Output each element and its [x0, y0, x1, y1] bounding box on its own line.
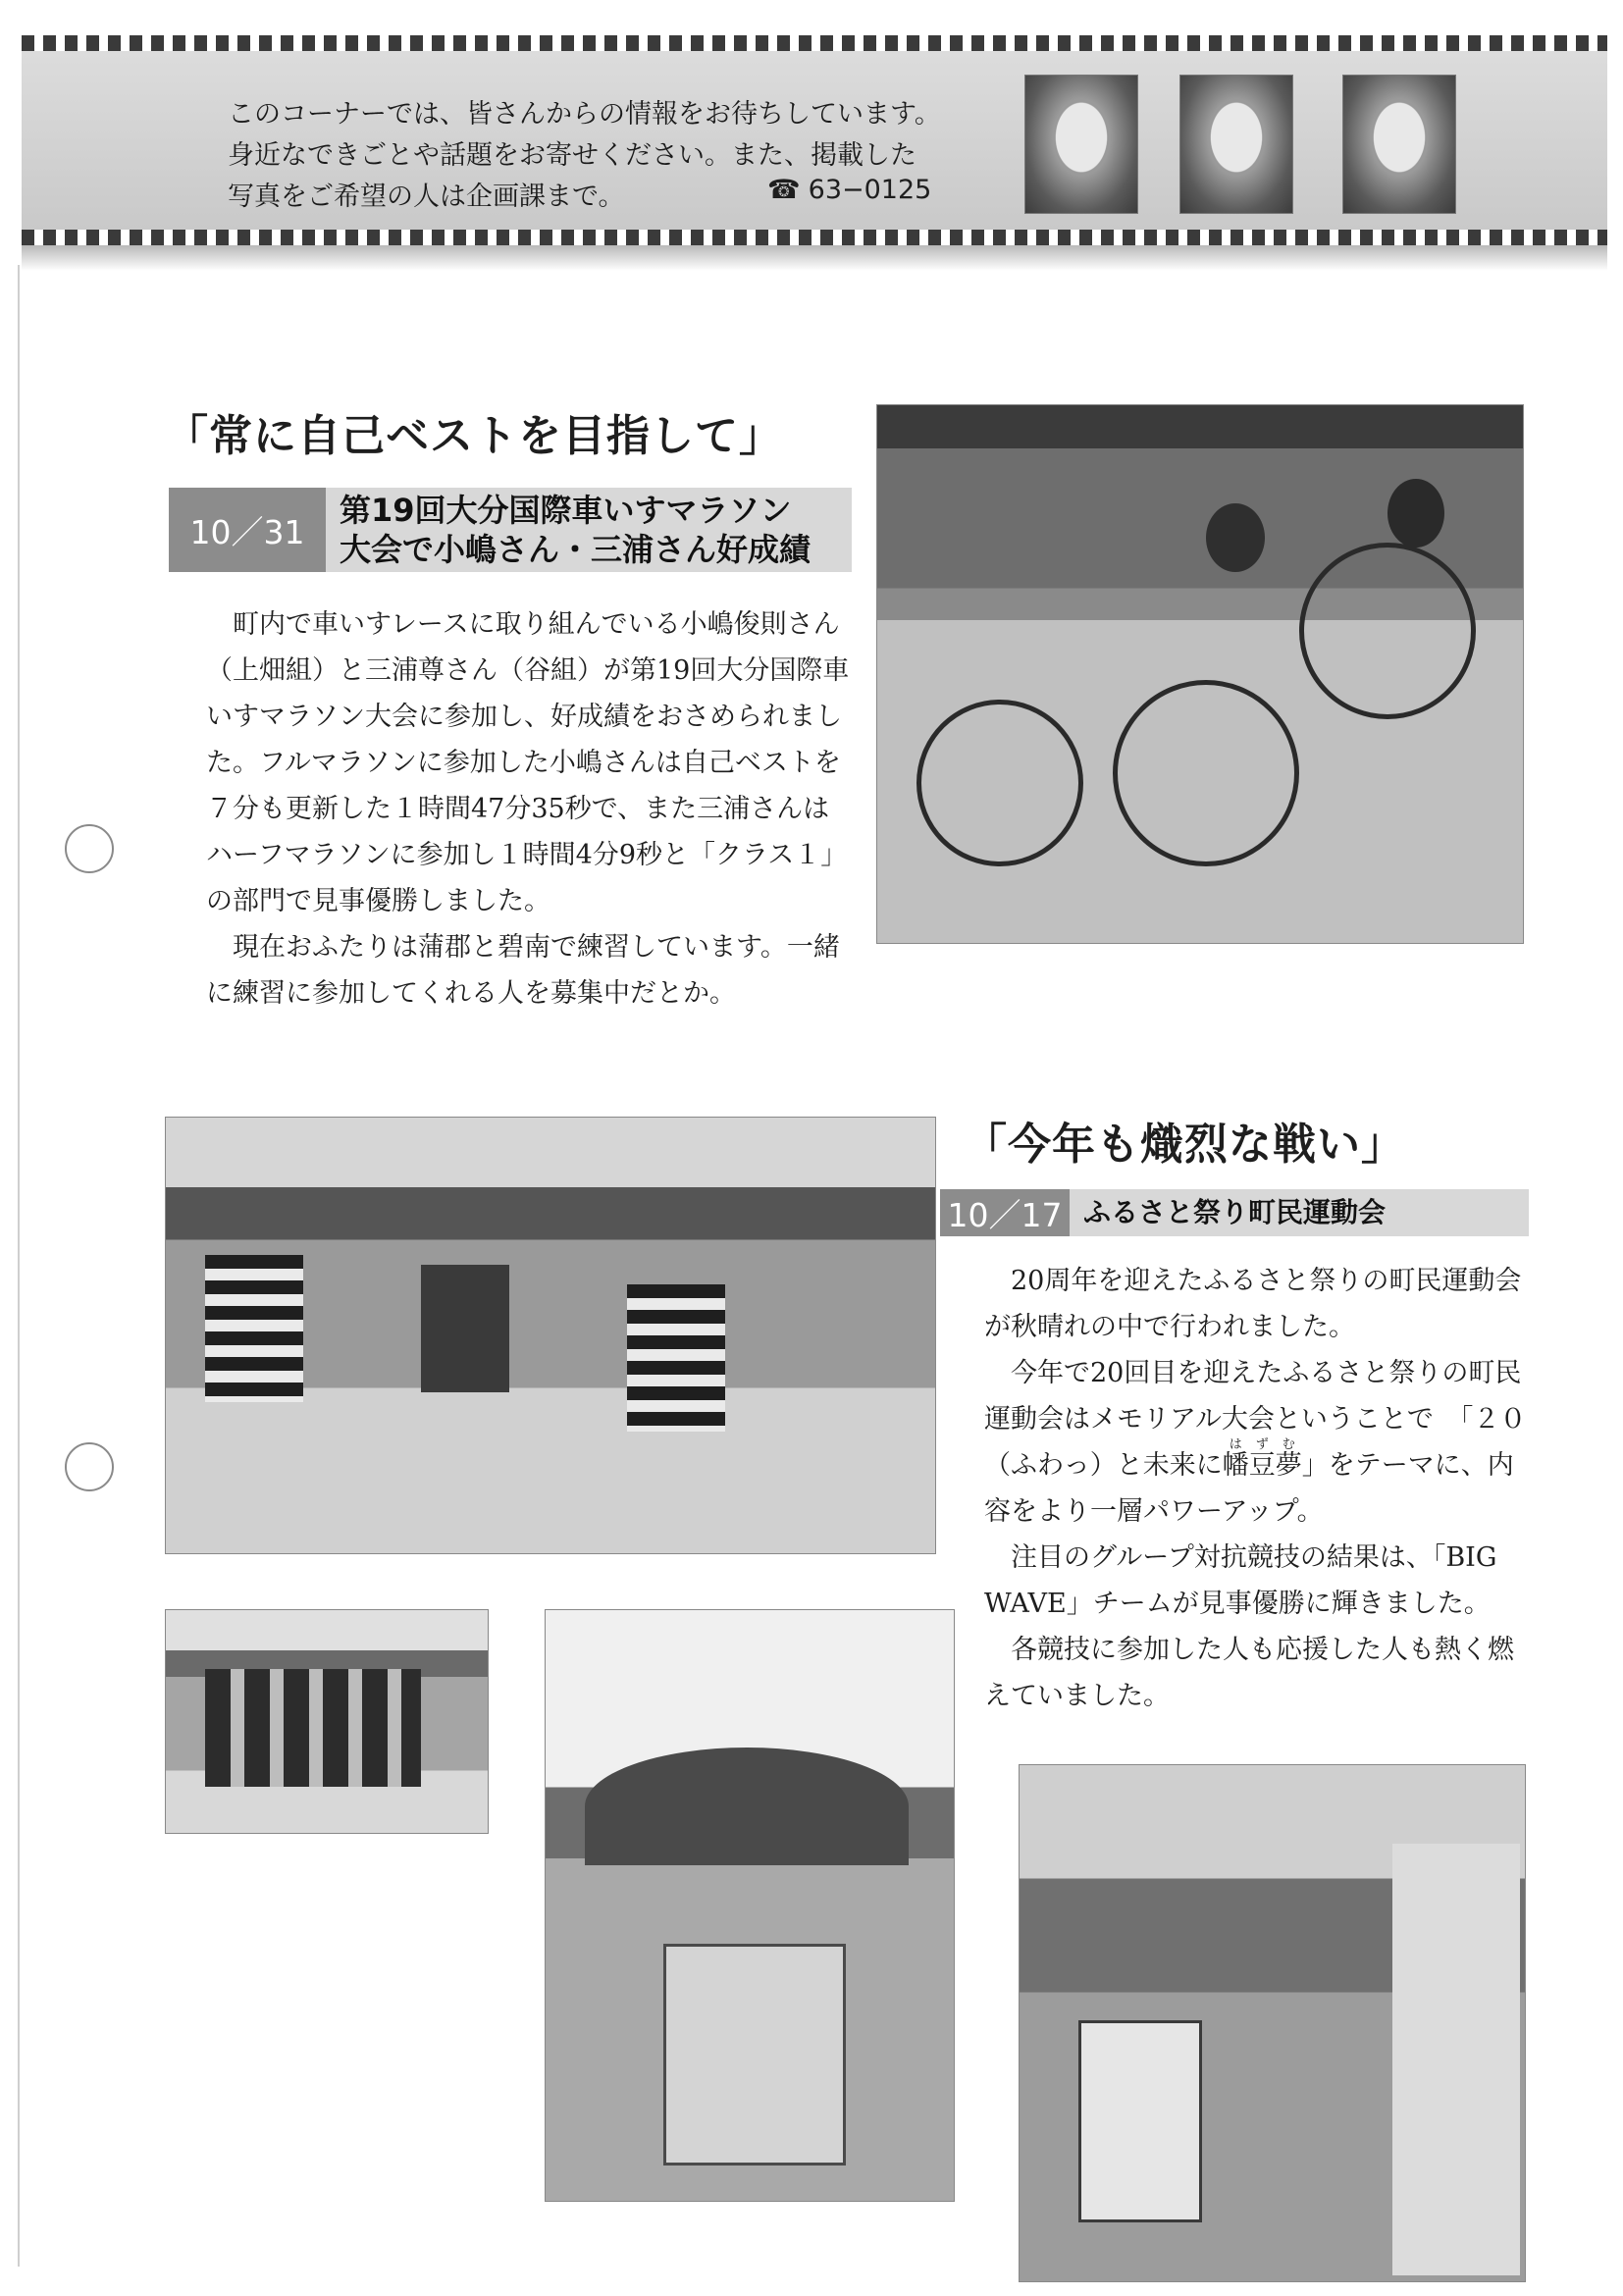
photo-mountain [585, 1748, 909, 1865]
corner-line-2: 身近なできごとや話題をお寄せください。また、掲載した [228, 140, 916, 171]
info-corner-banner [22, 35, 1607, 257]
article1-paragraph-1: 町内で車いすレースに取り組んでいる小嶋俊則さん（上畑組）と三浦尊さん（谷組）が第19回大分国際車いすマラソン大会に参加し、好成績をおさめられました。フルマラソンに参加した小嶋さんは自己ベストを７分も更新した１時間47分35秒で、また三浦さんはハーフマラソンに参加し１時間4分9秒と「クラス１」の部門で見事優勝しました。 [206, 609, 850, 916]
costume-dancers-photo [165, 1117, 936, 1554]
article2-paragraph-2 [984, 1350, 1534, 1535]
article1-body [206, 601, 854, 1017]
article1-date: 10／31 [169, 488, 326, 572]
child-photo-3 [1342, 75, 1456, 214]
tug-of-war-photo [545, 1609, 955, 2202]
corner-line-1: このコーナーでは、皆さんからの情報をお待ちしています。 [228, 99, 941, 130]
article2-date-bar [940, 1189, 1529, 1236]
article1-date-bar [169, 488, 852, 572]
article1-paragraph-2: 現在おふたりは蒲郡と碧南で練習しています。一緒に練習に参加してくれる人を募集中だとか。 [206, 932, 840, 1009]
article1-subtitle-line-2: 大会で小嶋さん・三浦さん好成績 [340, 531, 812, 568]
photo-cheering-person [1392, 1844, 1520, 2275]
photo-wheel-3 [1299, 543, 1476, 719]
photo-person-2 [1387, 479, 1444, 548]
child-photo-2 [1179, 75, 1293, 214]
relay-runners-photo [165, 1609, 489, 1834]
child-photo-1 [1024, 75, 1138, 214]
photo-dancer-3 [421, 1265, 509, 1392]
article2-paragraph-2-start: 今年で20回目を迎えたふるさと祭りの町民運動会はメモリアル大会ということで 「２０（ふわっ）と未来に [984, 1358, 1527, 1481]
hazumu-reading: はずむ [1222, 1437, 1302, 1452]
article2-paragraph-1: 20周年を迎えたふるさと祭りの町民運動会が秋晴れの中で行われました。 [984, 1266, 1522, 1342]
phone-number-text: 63−0125 [808, 175, 932, 205]
film-shadow [22, 245, 1607, 271]
hazumu-ruby [1222, 1437, 1302, 1481]
film-perforation-bottom [22, 230, 1607, 245]
film-perforation-top [22, 35, 1607, 51]
photo-person-1 [1206, 503, 1265, 572]
page-edge-line [18, 265, 20, 2267]
article2-date: 10／17 [940, 1189, 1070, 1236]
article2-subtitle: ふるさと祭り町民運動会 [1070, 1189, 1529, 1236]
photo-wheel-1 [916, 700, 1083, 866]
hazumu-word: 幡豆夢 [1222, 1450, 1302, 1481]
article1-subtitle-line-1: 第19回大分国際車いすマラソン [340, 492, 792, 529]
wheelchair-racers-photo [876, 404, 1524, 944]
photo-crouching-person [663, 1944, 846, 2166]
article1-headline: 「常に自己ベストを目指して」 [165, 411, 783, 461]
photo-runners [205, 1669, 421, 1787]
binder-hole-2 [65, 1442, 114, 1491]
photo-striped-dancer-1 [205, 1255, 303, 1402]
article2-headline: 「今年も熾烈な戦い」 [964, 1120, 1405, 1170]
article2-paragraph-3: 注目のグループ対抗競技の結果は、「BIG WAVE」チームが見事優勝に輝きました。 [984, 1542, 1497, 1619]
photo-wheel-2 [1113, 680, 1299, 866]
article2-body [984, 1258, 1534, 1719]
corner-line-3: 写真をご希望の人は企画課まで。 [228, 182, 625, 212]
photo-striped-dancer-2 [627, 1284, 725, 1432]
binder-hole-1 [65, 824, 114, 873]
phone-number [767, 175, 931, 205]
photo-running-child [1078, 2020, 1202, 2222]
children-relay-photo [1019, 1764, 1526, 2282]
telephone-icon: ☎ [767, 175, 801, 205]
article1-subtitle [326, 488, 852, 572]
article2-paragraph-4: 各競技に参加した人も応援した人も熱く燃えていました。 [984, 1635, 1514, 1711]
article2-paragraph-2-end: 」をテーマに、内容をより一層パワーアップ。 [984, 1450, 1514, 1527]
